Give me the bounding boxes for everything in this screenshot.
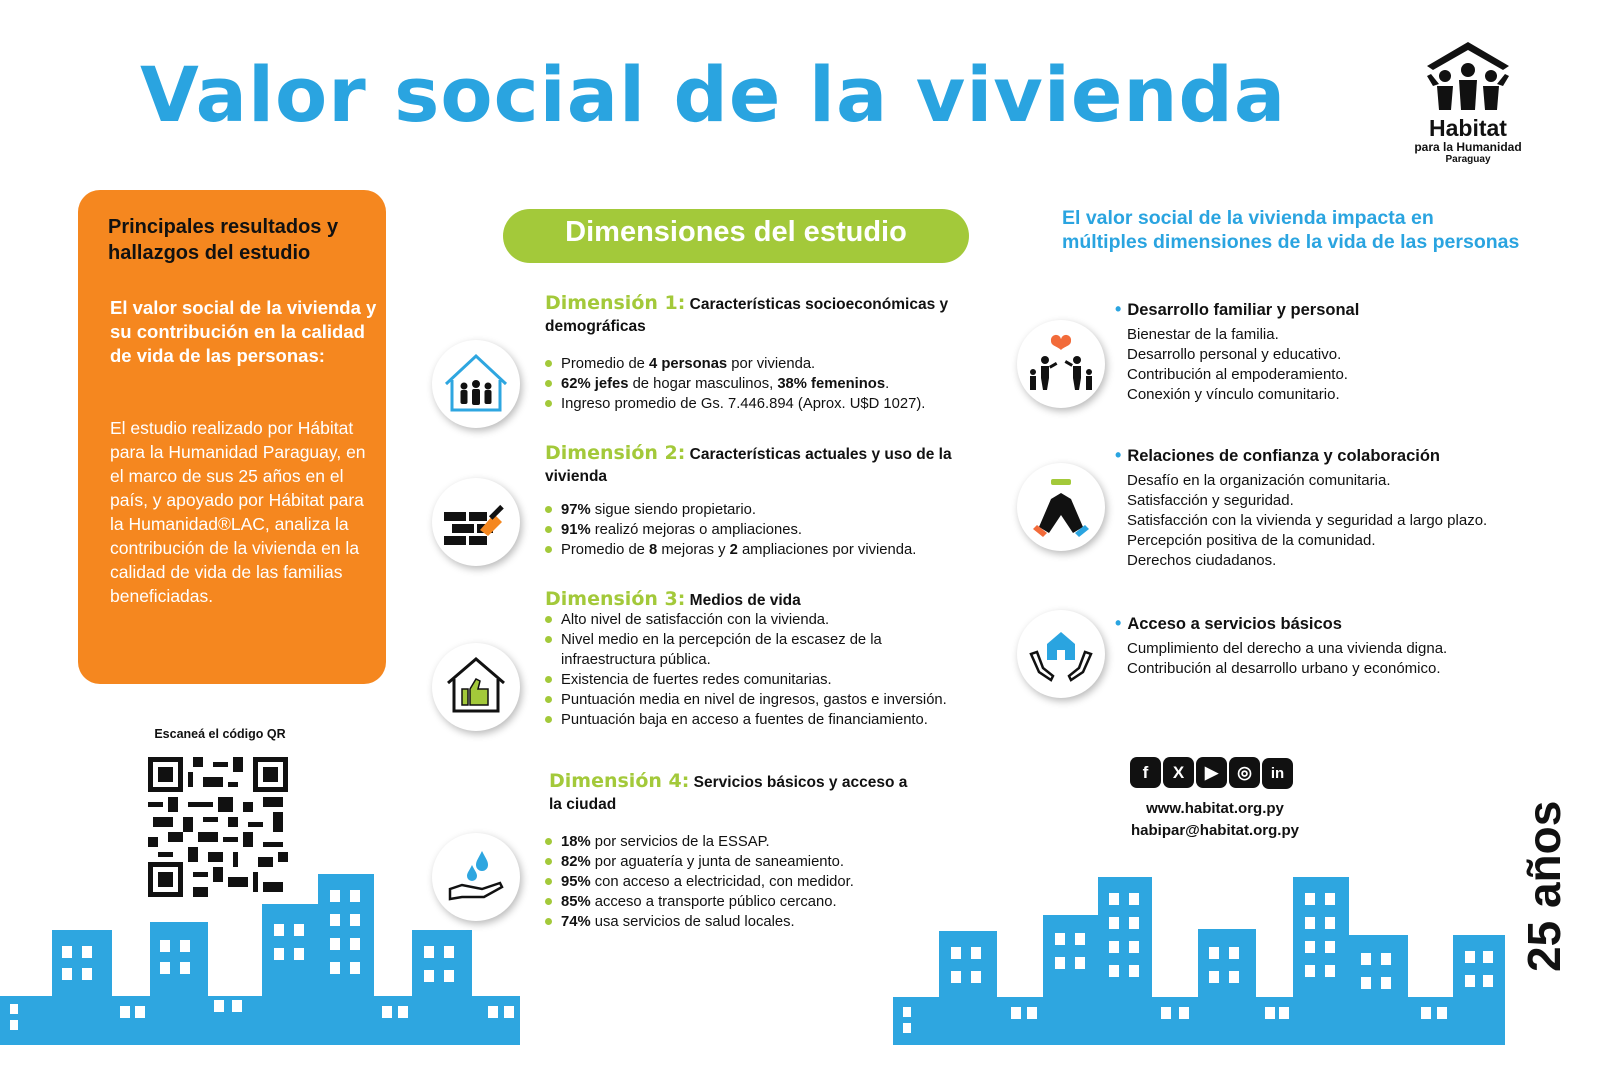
list-item: Desafío en la organización comunitaria. (1127, 472, 1391, 489)
family-heart-icon (1017, 320, 1105, 408)
impact-2-icon-circle (1017, 463, 1105, 551)
list-item: Nivel medio en la percepción de la escasez de la infraestructura pública. (545, 630, 941, 670)
impact-2-title: • Relaciones de confianza y colaboración (1115, 445, 1440, 465)
results-body: El estudio realizado por Hábitat para la Humanidad Paraguay, en el marco de sus 25 años en el país, y apoyado por Hábitat para la Humanidad®LAC, analiza la contribución de la vivienda en la calidad de vida de las familias beneficiadas. (110, 418, 366, 606)
dimension-1-number: Dimensión 1: (545, 292, 686, 314)
dimension-2-number: Dimensión 2: (545, 442, 686, 464)
list-item: Satisfacción y seguridad. (1127, 492, 1294, 509)
dimension-4-icon-circle (432, 833, 520, 921)
dimension-2-icon-circle (432, 478, 520, 566)
list-item: Bienestar de la familia. (1127, 326, 1279, 343)
list-item: Contribución al desarrollo urbano y económico. (1127, 660, 1441, 677)
dimension-4-heading (549, 770, 909, 816)
list-item: 91% realizó mejoras o ampliaciones. (545, 520, 1015, 540)
impact-3-title: • Acceso a servicios básicos (1115, 613, 1342, 633)
logo-subtitle: para la Humanidad (1414, 140, 1522, 154)
website-link[interactable]: www.habitat.org.py (1146, 800, 1284, 817)
dimension-3-heading (545, 588, 985, 612)
qr-label: Escaneá el código QR (154, 727, 286, 741)
list-item: Promedio de 8 mejoras y 2 ampliaciones por vivienda. (545, 540, 1015, 560)
list-item: 97% sigue siendo propietario. (545, 500, 1015, 520)
dimension-4-number: Dimensión 4: (549, 770, 690, 792)
anniversary-text: 25 años (1518, 800, 1570, 972)
list-item: Puntuación baja en acceso a fuentes de financiamiento. (545, 710, 1015, 730)
list-item: Desarrollo personal y educativo. (1127, 346, 1342, 363)
list-item: 18% por servicios de la ESSAP. (545, 832, 1015, 852)
hands-house-icon (1017, 610, 1105, 698)
list-item: 74% usa servicios de salud locales. (545, 912, 1015, 932)
dimension-4-title: Servicios básicos y acceso a la ciudad (549, 774, 908, 813)
list-item: Promedio de 4 personas por vivienda. (545, 354, 1015, 374)
list-item: Contribución al empoderamiento. (1127, 366, 1348, 383)
impact-1-icon-circle (1017, 320, 1105, 408)
youtube-icon[interactable]: ▶ (1196, 757, 1227, 788)
list-item: 85% acceso a transporte público cercano. (545, 892, 1015, 912)
dimension-4-list (545, 832, 1015, 932)
house-thumbs-up-icon (432, 643, 520, 731)
list-item: Conexión y vínculo comunitario. (1127, 386, 1340, 403)
dimension-2-list (545, 500, 1015, 560)
list-item: Alto nivel de satisfacción con la vivienda. (545, 610, 1015, 630)
linkedin-icon[interactable]: in (1262, 758, 1293, 789)
impact-heading: El valor social de la vivienda impacta en múltiples dimensiones de la vida de las personas (1062, 207, 1520, 253)
results-heading: Principales resultados y hallazgos del estudio (108, 216, 339, 264)
impact-3-list (1127, 639, 1447, 679)
list-item: 62% jefes de hogar masculinos, 38% femeninos. (545, 374, 1015, 394)
dimension-2-heading (545, 442, 985, 488)
list-item: 82% por aguatería y junta de saneamiento. (545, 852, 1015, 872)
impact-1-title: • Desarrollo familiar y personal (1115, 299, 1360, 319)
dimension-1-heading (545, 292, 985, 338)
joined-hands-icon (1017, 463, 1105, 551)
list-item: Existencia de fuertes redes comunitarias. (545, 670, 1015, 690)
dimension-3-icon-circle (432, 643, 520, 731)
dimension-2-title: Características actuales y uso de la vivienda (545, 446, 952, 485)
list-item: 95% con acceso a electricidad, con medidor. (545, 872, 1015, 892)
facebook-icon[interactable]: f (1130, 757, 1161, 788)
habitat-logo (1408, 40, 1528, 166)
email-link[interactable]: habipar@habitat.org.py (1131, 822, 1299, 839)
dimensions-pill: Dimensiones del estudio (503, 209, 969, 263)
list-item: Cumplimiento del derecho a una vivienda digna. (1127, 640, 1448, 657)
habitat-house-people-icon (1423, 40, 1513, 112)
x-icon[interactable]: X (1163, 757, 1194, 788)
dimension-3-list (545, 610, 1015, 730)
qr-code-icon[interactable] (148, 757, 288, 897)
instagram-icon[interactable]: ◎ (1229, 757, 1260, 788)
dimension-1-list (545, 354, 1015, 414)
list-item: Derechos ciudadanos. (1127, 552, 1277, 569)
dimension-1-title: Características socioeconómicas y demográficas (545, 296, 949, 335)
logo-name: Habitat (1429, 115, 1507, 141)
results-subheading: El valor social de la vivienda y su contribución en la calidad de vida de las personas: (110, 297, 377, 366)
impact-1-list (1127, 325, 1348, 405)
list-item: Percepción positiva de la comunidad. (1127, 532, 1376, 549)
list-item: Ingreso promedio de Gs. 7.446.894 (Aprox. U$D 1027). (545, 394, 1015, 414)
impact-3-icon-circle (1017, 610, 1105, 698)
results-panel (78, 190, 386, 684)
house-family-icon (432, 340, 520, 428)
dimension-1-icon-circle (432, 340, 520, 428)
bricks-trowel-icon (432, 478, 520, 566)
hand-water-drops-icon (432, 833, 520, 921)
impact-2-list (1127, 471, 1487, 571)
list-item: Puntuación media en nivel de ingresos, gastos e inversión. (545, 690, 1015, 710)
page-title: Valor social de la vivienda (140, 50, 1287, 139)
dimension-3-title: Medios de vida (689, 592, 801, 609)
anniversary-badge (1515, 775, 1575, 975)
logo-country: Paraguay (1445, 154, 1491, 165)
social-links (1130, 757, 1295, 789)
list-item: Satisfacción con la vivienda y seguridad a largo plazo. (1127, 512, 1488, 529)
dimension-3-number: Dimensión 3: (545, 588, 686, 610)
